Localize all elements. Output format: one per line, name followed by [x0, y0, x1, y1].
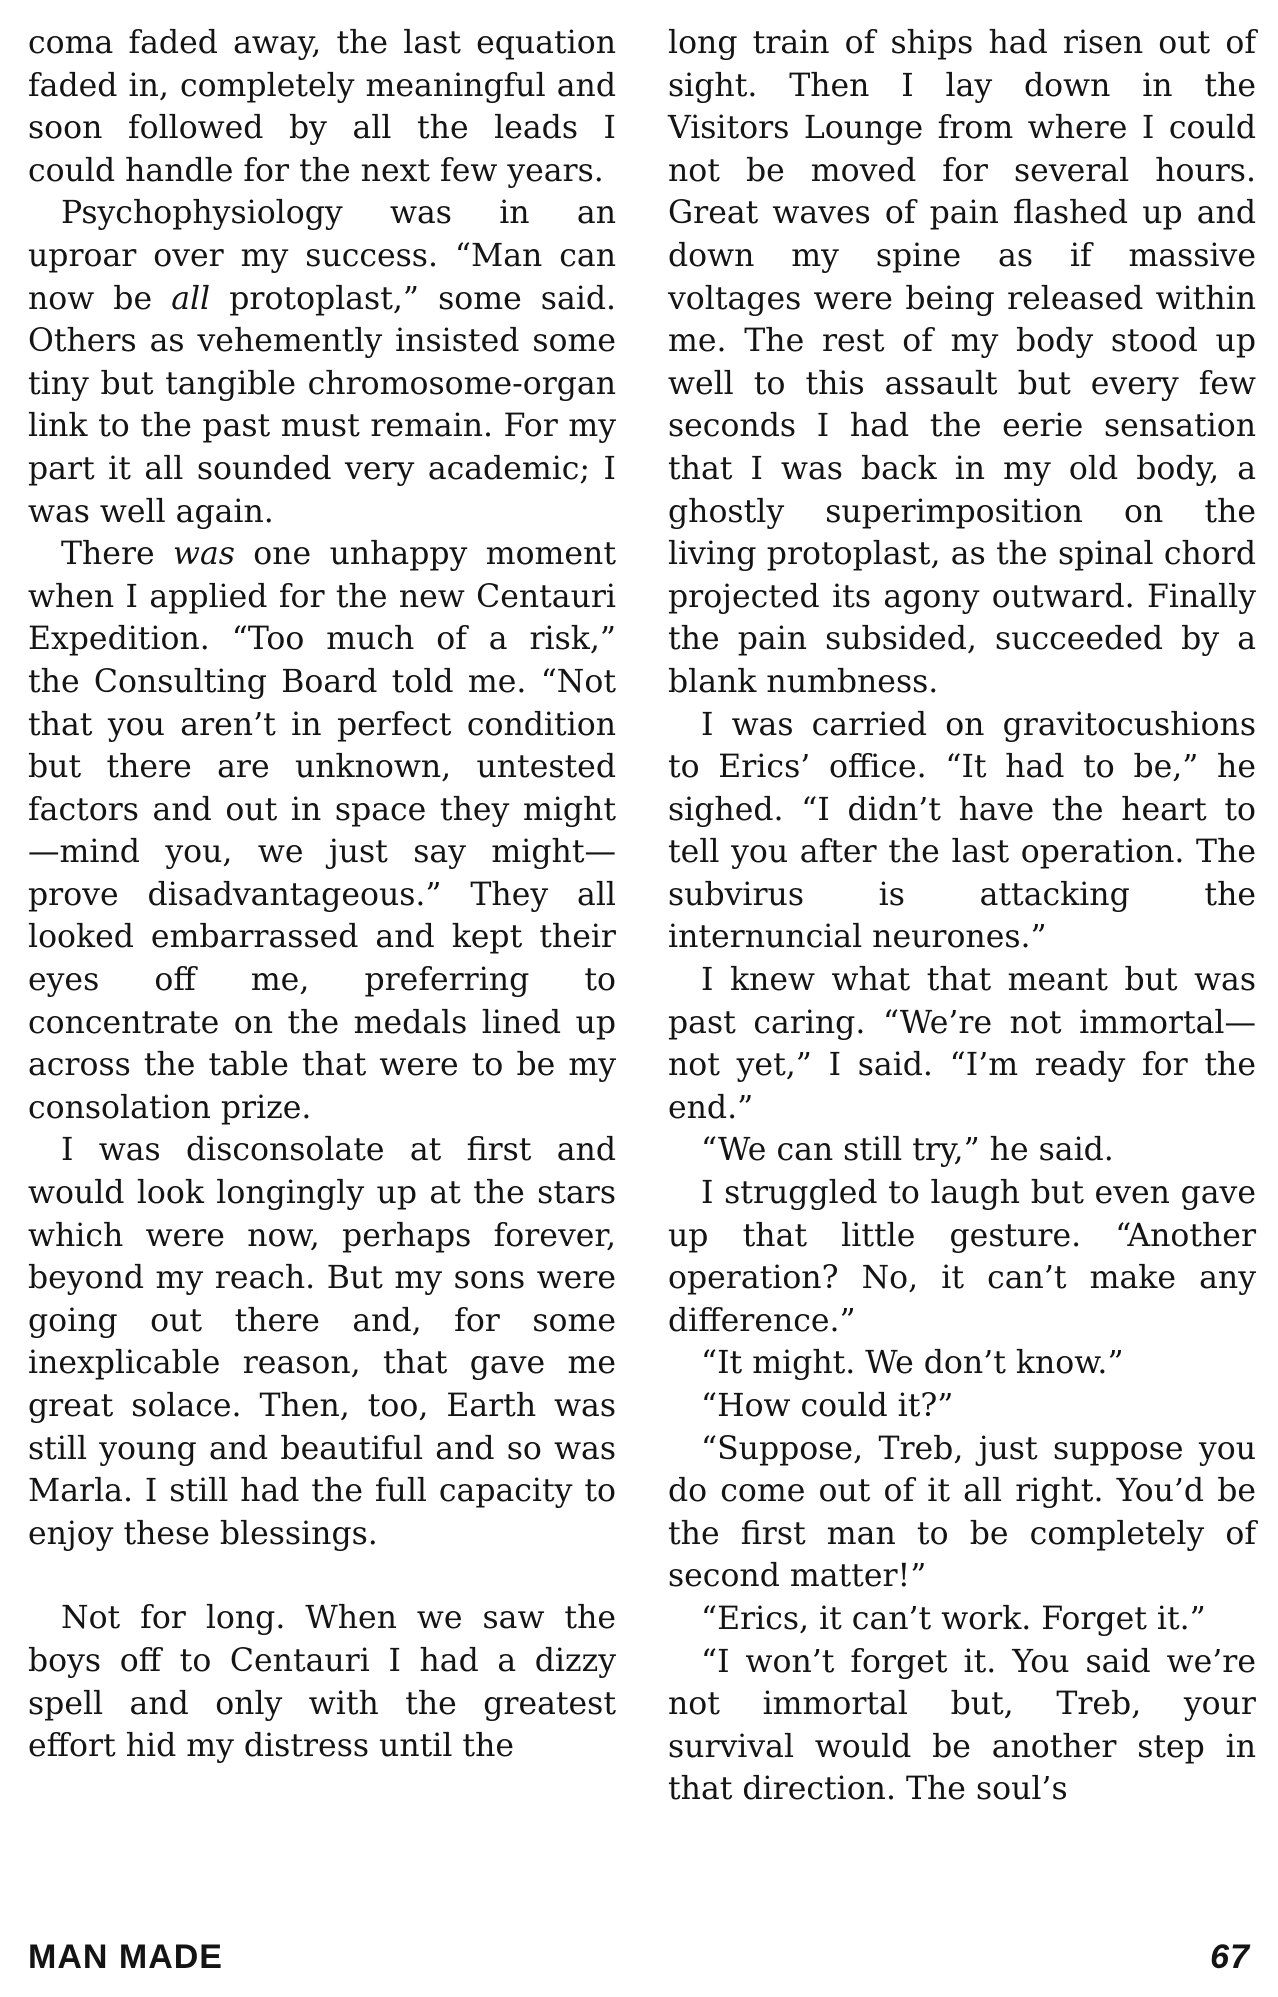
paragraph-text: one unhappy moment when I applied for the new Centauri Expedition. “Too much of a risk,” the Consulting Board told me. “Not that you aren’t in perfect condition but there are unknown, untested factors and out in space they might—mind you, we just say might—prove disadvantageous.” They all looked embarrassed and kept their eyes off me, preferring to concentrate on the medals lined up across the table that were to be my consolation prize.: [28, 536, 616, 1126]
paragraph-text: Psychophysiology was in an uproar over my success. “Man can now be: [28, 195, 616, 317]
page-number: 67: [1210, 1938, 1250, 1976]
paragraph: “How could it?”: [701, 1388, 954, 1424]
emphasis-text: was: [173, 536, 235, 573]
paragraph: I knew what that meant but was past caring. “We’re not immortal—not yet,” I said. “I’m ready for the end.”: [668, 962, 1256, 1126]
running-title: MAN MADE: [28, 1938, 223, 1976]
paragraph: “We can still try,” he said.: [701, 1132, 1114, 1169]
right-column: [668, 22, 1256, 1811]
paragraph: Not for long. When we saw the boys off to Centauri I had a dizzy spell and only with the greatest effort hid my distress until the: [28, 1600, 616, 1765]
paragraph: “I won’t forget it. You said we’re not immortal but, Treb, your survival would be another step in that direction. The soul’s: [668, 1643, 1256, 1808]
paragraph: I struggled to laugh but even gave up that little gesture. “Another operation? No, it can’t make any difference.”: [668, 1175, 1256, 1339]
paragraph: long train of ships had risen out of sight. Then I lay down in the Visitors Lounge from where I could not be moved for several hours. Great waves of pain flashed up and down my spine as if massive voltages were being released within me. The rest of my body stood up well to this assault but every few seconds I had the eerie sensation that I was back in my old body, a ghostly superimposition on the living protoplast, as the spinal chord projected its agony outward. Finally the pain subsided, succeeded by a blank numbness.: [668, 25, 1256, 700]
paragraph: I was carried on gravitocushions to Erics’ office. “It had to be,” he sighed. “I didn’t have the heart to tell you after the last operation. The subvirus is attacking the internuncial neurones.”: [668, 706, 1256, 956]
paragraph: “Suppose, Treb, just suppose you do come out of it all right. You’d be the first man to be completely of second matter!”: [668, 1430, 1256, 1595]
paragraph: [28, 533, 616, 1129]
paragraph: “Erics, it can’t work. Forget it.”: [701, 1600, 1206, 1637]
paragraph: “It might. We don’t know.”: [701, 1345, 1124, 1382]
paragraph-text: protoplast,” some said. Others as vehemently insisted some tiny but tangible chromosome-organ link to the past must remain. For my part it all sounded very academic; I was well again.: [28, 280, 617, 530]
paragraph-text: There: [61, 536, 174, 573]
left-column: [28, 22, 616, 1768]
emphasis-text: all: [171, 280, 211, 317]
paragraph: [28, 192, 616, 533]
paragraph: coma faded away, the last equation faded in, completely meaningful and soon followed by all the leads I could handle for the next few years.: [28, 25, 616, 189]
paragraph: I was disconsolate at first and would look longingly up at the stars which were now, perhaps forever, beyond my reach. But my sons were going out there and, for some inexplicable reason, that gave me great solace. Then, too, Earth was still young and beautiful and so was Marla. I still had the full capacity to enjoy these blessings.: [28, 1132, 616, 1552]
